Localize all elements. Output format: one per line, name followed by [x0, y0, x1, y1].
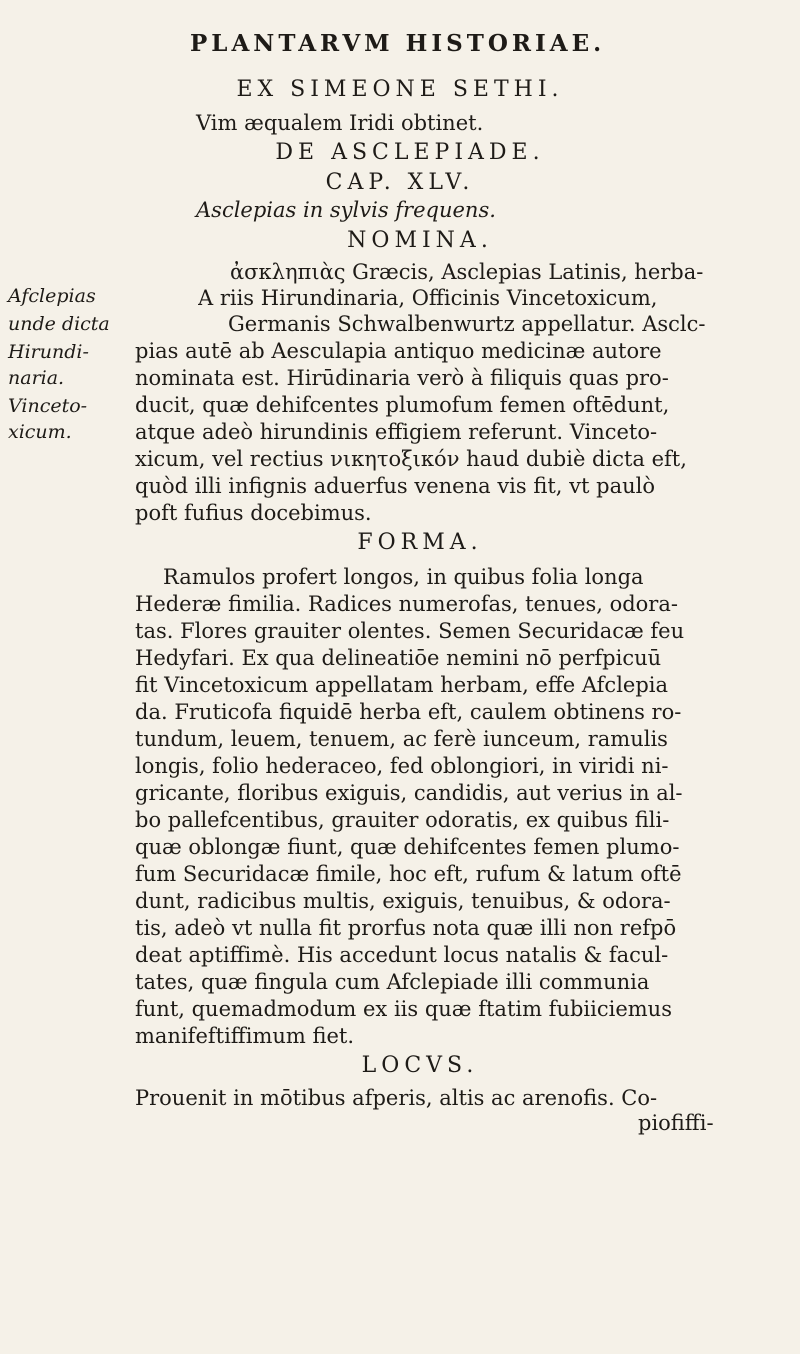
forma-line: longis, folio hederaceo, fed oblongiori, in viridi ni-: [135, 754, 669, 778]
forma-line: dunt, radicibus multis, exiguis, tenuibus, & odora-: [135, 889, 671, 913]
nomina-line: pias autē ab Aesculapia antiquo medicinæ autore: [135, 339, 662, 363]
chapter-number: CAP. XLV.: [325, 170, 475, 195]
margin-note: Hirundi-: [8, 341, 89, 363]
running-head: PLANTARVM HISTORIAE.: [190, 30, 606, 57]
margin-note: naria.: [8, 367, 65, 389]
forma-line: tates, quæ fingula cum Afclepiade illi communia: [135, 970, 650, 994]
margin-note: Vinceto-: [8, 395, 88, 417]
forma-line: funt, quemadmodum ex iis quæ ftatim fubiiciemus: [135, 997, 672, 1021]
forma-line: fum Securidacæ fimile, hoc eft, rufum & latum oftē: [135, 862, 682, 886]
margin-note: xicum.: [8, 421, 72, 443]
previous-chapter-end: Vim æqualem Iridi obtinet.: [196, 111, 484, 135]
forma-line: Ramulos profert longos, in quibus folia longa: [163, 565, 644, 589]
forma-line: manifeftiffimum fiet.: [135, 1024, 355, 1048]
nomina-line: A riis Hirundinaria, Officinis Vincetoxicum,: [198, 286, 658, 310]
section-heading-locus: LOCVS.: [361, 1053, 479, 1078]
nomina-line: nominata est. Hirūdinaria verò à filiquis quas pro-: [135, 366, 669, 390]
forma-line: tas. Flores grauiter olentes. Semen Securidacæ feu: [135, 619, 685, 643]
nomina-line: ἀσκληπιὰς Græcis, Asclepias Latinis, herba-: [230, 260, 704, 284]
nomina-line: atque adeò hirundinis effigiem referunt. Vinceto-: [135, 420, 658, 444]
section-heading-nomina: NOMINA.: [347, 228, 493, 253]
forma-line: tundum, leuem, tenuem, ac ferè iunceum, ramulis: [135, 727, 668, 751]
nomina-line: quòd illi infignis aduerfus venena vis fit, vt paulò: [135, 474, 655, 498]
section-heading-forma: FORMA.: [357, 530, 483, 555]
nomina-line: poft fufius docebimus.: [135, 501, 372, 525]
source-heading: EX SIMEONE SETHI.: [236, 77, 564, 102]
forma-line: fit Vincetoxicum appellatam herbam, effe Afclepia: [135, 673, 669, 697]
forma-line: da. Fruticofa fiquidē herba eft, caulem obtinens ro-: [135, 700, 682, 724]
forma-line: tis, adeò vt nulla fit prorfus nota quæ illi non refpō: [135, 916, 677, 940]
margin-note: unde dicta: [8, 313, 110, 335]
forma-line: Hedyfari. Ex qua delineatiōe nemini nō perfpicuū: [135, 646, 662, 670]
nomina-line: ducit, quæ dehifcentes plumofum femen oftēdunt,: [135, 393, 670, 417]
chapter-title: DE ASCLEPIADE.: [275, 140, 545, 165]
forma-line: Hederæ fimilia. Radices numerofas, tenues, odora-: [135, 592, 678, 616]
locus-line: Prouenit in mōtibus afperis, altis ac arenofis. Co-: [135, 1086, 658, 1110]
forma-line: gricante, floribus exiguis, candidis, aut verius in al-: [135, 781, 683, 805]
forma-line: deat aptiffimè. His accedunt locus natalis & facul-: [135, 943, 669, 967]
nomina-line: xicum, vel rectius νικητοξικόν haud dubiè dicta eft,: [135, 447, 687, 471]
nomina-line: Germanis Schwalbenwurtz appellatur. Asclc-: [228, 312, 706, 336]
forma-line: quæ oblongæ fiunt, quæ dehifcentes femen plumo-: [135, 835, 680, 859]
habitat-summary: Asclepias in sylvis frequens.: [196, 198, 496, 222]
catchword: piofiffi-: [638, 1111, 714, 1135]
margin-note: Afclepias: [8, 285, 96, 307]
forma-line: bo pallefcentibus, grauiter odoratis, ex quibus fili-: [135, 808, 670, 832]
